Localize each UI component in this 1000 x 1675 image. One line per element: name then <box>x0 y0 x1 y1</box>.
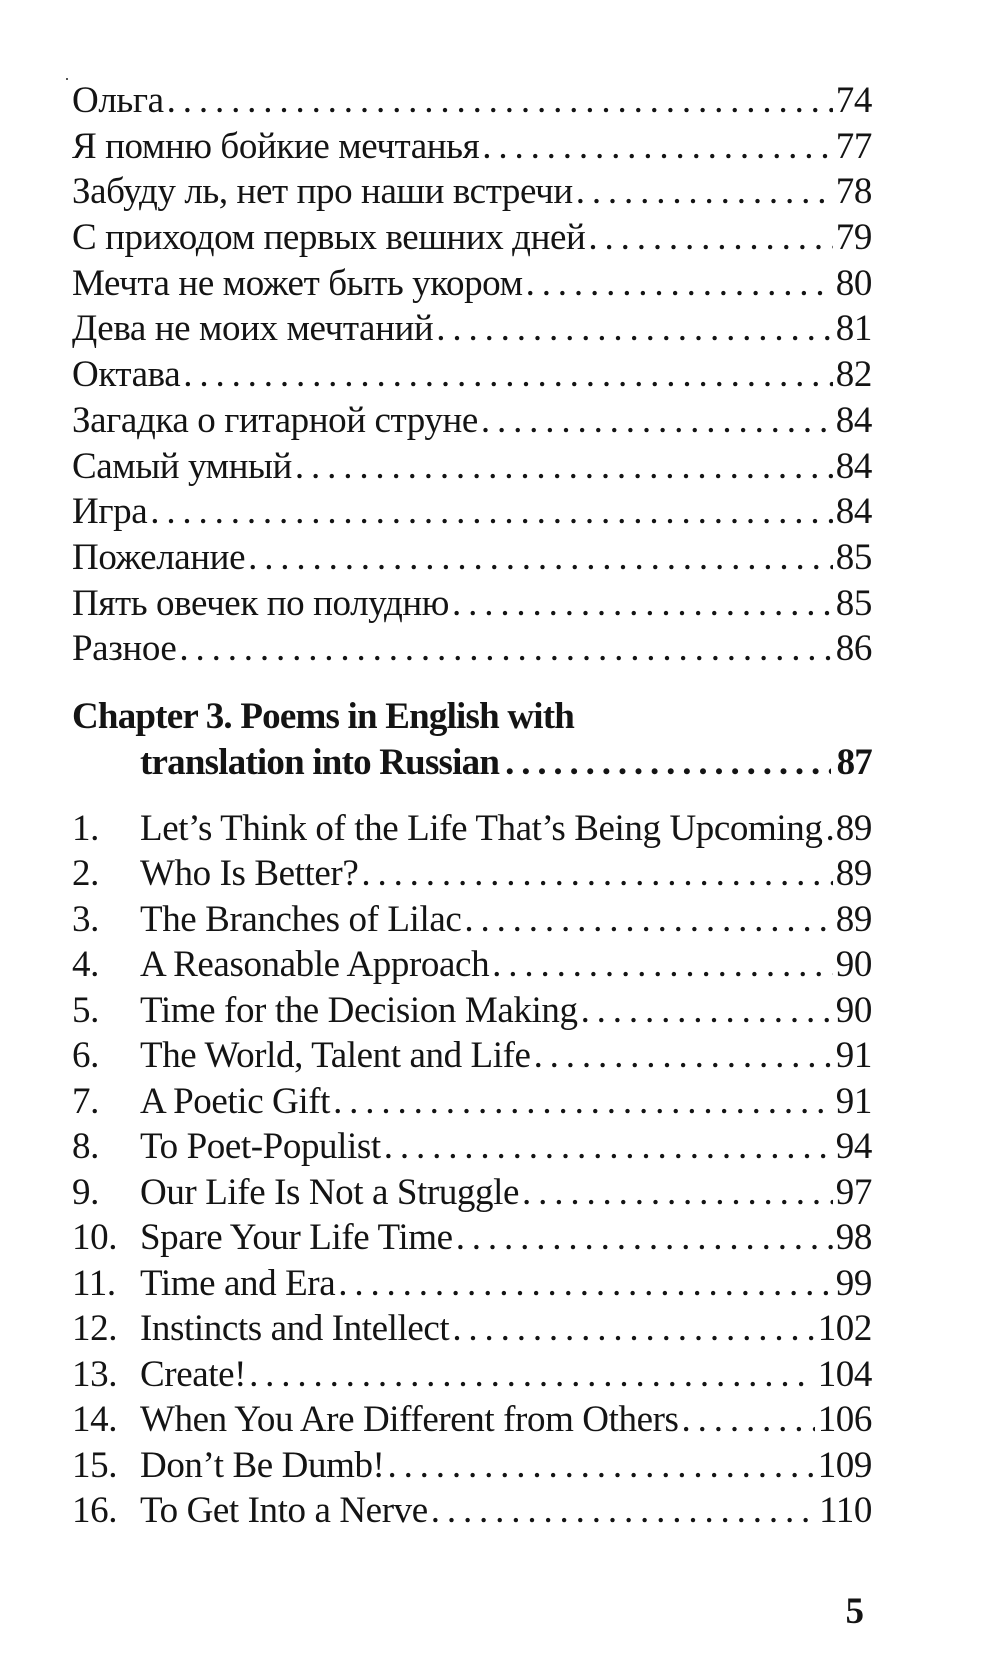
toc-entry <box>72 124 872 170</box>
dot-leader <box>452 1306 814 1352</box>
toc-entry <box>72 78 872 124</box>
entry-number: 6. <box>72 1035 99 1077</box>
dot-leader <box>338 1261 833 1307</box>
entry-title: Who Is Better? <box>140 853 359 895</box>
entry-page-number: 82 <box>835 354 872 396</box>
table-of-contents <box>72 78 872 1534</box>
dot-leader <box>534 1033 833 1079</box>
dot-leader <box>588 215 832 261</box>
entry-number: 9. <box>72 1171 99 1213</box>
entry-page-number: 74 <box>835 80 872 121</box>
entry-title: Дева не моих мечтаний <box>72 308 434 350</box>
entry-number: 11. <box>72 1262 116 1304</box>
russian-poems-list <box>72 78 872 672</box>
toc-entry <box>72 581 872 627</box>
dot-leader <box>436 306 833 352</box>
entry-number: 1. <box>72 807 99 849</box>
entry-title: Our Life Is Not a Struggle <box>140 1171 520 1213</box>
entry-title: Октава <box>72 354 181 396</box>
dot-leader <box>456 1215 833 1261</box>
dot-leader <box>361 851 832 897</box>
entry-page-number: 94 <box>835 1126 872 1168</box>
toc-entry <box>72 306 872 352</box>
entry-number: 10. <box>72 1217 118 1259</box>
toc-entry <box>72 398 872 444</box>
toc-entry <box>72 806 872 852</box>
dot-leader <box>295 444 833 490</box>
entry-page-number: 85 <box>835 582 872 624</box>
entry-page-number: 102 <box>817 1308 872 1350</box>
toc-entry <box>72 1397 872 1443</box>
entry-page-number: 97 <box>835 1171 872 1213</box>
entry-page-number: 79 <box>835 217 872 259</box>
entry-title: Самый умный <box>72 445 292 487</box>
entry-page-number: 98 <box>835 1217 872 1259</box>
toc-entry <box>72 352 872 398</box>
page-number: 5 <box>845 1591 864 1632</box>
toc-entry <box>72 626 872 672</box>
entry-title: Игра <box>72 491 148 533</box>
chapter-title-line2-row <box>72 740 872 786</box>
entry-page-number: 81 <box>835 308 872 350</box>
entry-page-number: 106 <box>817 1399 872 1441</box>
toc-entry <box>72 897 872 943</box>
entry-number: 8. <box>72 1126 99 1168</box>
entry-page-number: 99 <box>835 1262 872 1304</box>
dot-leader <box>248 535 833 581</box>
entry-page-number: 89 <box>835 898 872 940</box>
entry-page-number: 91 <box>835 1080 872 1122</box>
dot-leader <box>576 169 833 215</box>
entry-number: 12. <box>72 1308 118 1350</box>
dot-leader <box>464 897 832 943</box>
entry-number: 2. <box>72 853 99 895</box>
toc-entry <box>72 169 872 215</box>
entry-title: Instincts and Intellect <box>140 1308 450 1350</box>
entry-number: 3. <box>72 898 99 940</box>
entry-title: The World, Talent and Life <box>140 1035 531 1077</box>
entry-number: 5. <box>72 989 99 1031</box>
entry-title: A Poetic Gift <box>140 1080 331 1122</box>
entry-page-number: 90 <box>835 944 872 986</box>
entry-page-number: 89 <box>835 807 872 849</box>
toc-entry <box>72 535 872 581</box>
entry-page-number: 91 <box>835 1035 872 1077</box>
entry-title: Я помню бойкие мечтанья <box>72 125 480 167</box>
toc-entry <box>72 851 872 897</box>
entry-title: Ольга <box>72 80 164 121</box>
dot-leader <box>505 740 830 786</box>
entry-title: Забуду ль, нет про наши встречи <box>72 171 573 213</box>
dot-leader <box>249 1352 815 1398</box>
entry-page-number: 80 <box>835 262 872 304</box>
toc-entry <box>72 215 872 261</box>
toc-entry <box>72 444 872 490</box>
entry-title: Пожелание <box>72 536 246 578</box>
dot-leader <box>183 352 833 398</box>
entry-title: Create! <box>140 1353 247 1395</box>
entry-page-number: 90 <box>835 989 872 1031</box>
entry-page-number: 84 <box>835 399 872 441</box>
dot-leader <box>179 626 832 672</box>
entry-page-number: 77 <box>835 125 872 167</box>
toc-entry <box>72 1443 872 1489</box>
entry-title: Time and Era <box>140 1262 336 1304</box>
dot-leader <box>333 1079 833 1125</box>
toc-entry <box>72 1352 872 1398</box>
dot-leader <box>167 78 833 124</box>
entry-page-number: 85 <box>835 536 872 578</box>
entry-page-number: 110 <box>819 1490 872 1532</box>
dot-leader <box>526 261 833 307</box>
toc-entry <box>72 1215 872 1261</box>
entry-page-number: 84 <box>835 491 872 533</box>
entry-number: 15. <box>72 1444 118 1486</box>
dot-leader <box>826 806 833 852</box>
entry-page-number: 86 <box>835 628 872 670</box>
entry-title: Пять овечек по полудню <box>72 582 450 624</box>
dot-leader <box>682 1397 815 1443</box>
entry-title: Spare Your Life Time <box>140 1217 453 1259</box>
entry-title: The Branches of Lilac <box>140 898 462 940</box>
entry-page-number: 104 <box>817 1353 872 1395</box>
toc-entry <box>72 1488 872 1534</box>
dot-leader <box>492 942 833 988</box>
entry-page-number: 109 <box>817 1444 872 1486</box>
entry-number: 13. <box>72 1353 118 1395</box>
entry-title: A Reasonable Approach <box>140 944 490 986</box>
entry-title: When You Are Different from Others <box>140 1399 679 1441</box>
entry-title: To Get Into a Nerve <box>140 1490 428 1532</box>
entry-title: Мечта не может быть укором <box>72 262 523 304</box>
entry-number: 7. <box>72 1080 99 1122</box>
entry-title: С приходом первых вешних дней <box>72 217 586 259</box>
dot-leader <box>452 581 833 627</box>
english-poems-list <box>72 806 872 1534</box>
chapter-title-line2: translation into Russian <box>140 741 500 783</box>
toc-entry <box>72 942 872 988</box>
entry-number: 4. <box>72 944 99 986</box>
dot-leader <box>150 489 833 535</box>
entry-page-number: 78 <box>835 171 872 213</box>
entry-title: Разное <box>72 628 177 670</box>
entry-page-number: 84 <box>835 445 872 487</box>
toc-entry <box>72 1306 872 1352</box>
entry-page-number: 89 <box>835 853 872 895</box>
toc-entry <box>72 988 872 1034</box>
entry-title: Time for the Decision Making <box>140 989 578 1031</box>
chapter-heading <box>72 694 872 786</box>
chapter-page-number: 87 <box>836 741 872 783</box>
toc-entry <box>72 1033 872 1079</box>
entry-title: Don’t Be Dumb! <box>140 1444 385 1486</box>
chapter-title-line1: Chapter 3. Poems in English with <box>72 695 575 737</box>
toc-entry <box>72 261 872 307</box>
dot-leader <box>384 1124 833 1170</box>
dot-leader <box>522 1170 833 1216</box>
dot-leader <box>581 988 833 1034</box>
dot-leader <box>387 1443 814 1489</box>
dot-leader <box>482 124 833 170</box>
toc-entry <box>72 1079 872 1125</box>
entry-title: Let’s Think of the Life That’s Being Upcoming <box>140 807 823 849</box>
toc-entry <box>72 1170 872 1216</box>
dot-leader <box>481 398 833 444</box>
toc-entry <box>72 489 872 535</box>
toc-entry <box>72 1261 872 1307</box>
entry-title: Загадка о гитарной струне <box>72 399 478 441</box>
scan-speck <box>66 78 68 80</box>
dot-leader <box>431 1488 816 1534</box>
entry-number: 14. <box>72 1399 118 1441</box>
toc-entry <box>72 1124 872 1170</box>
entry-title: To Poet-Populist <box>140 1126 381 1168</box>
entry-number: 16. <box>72 1490 118 1532</box>
